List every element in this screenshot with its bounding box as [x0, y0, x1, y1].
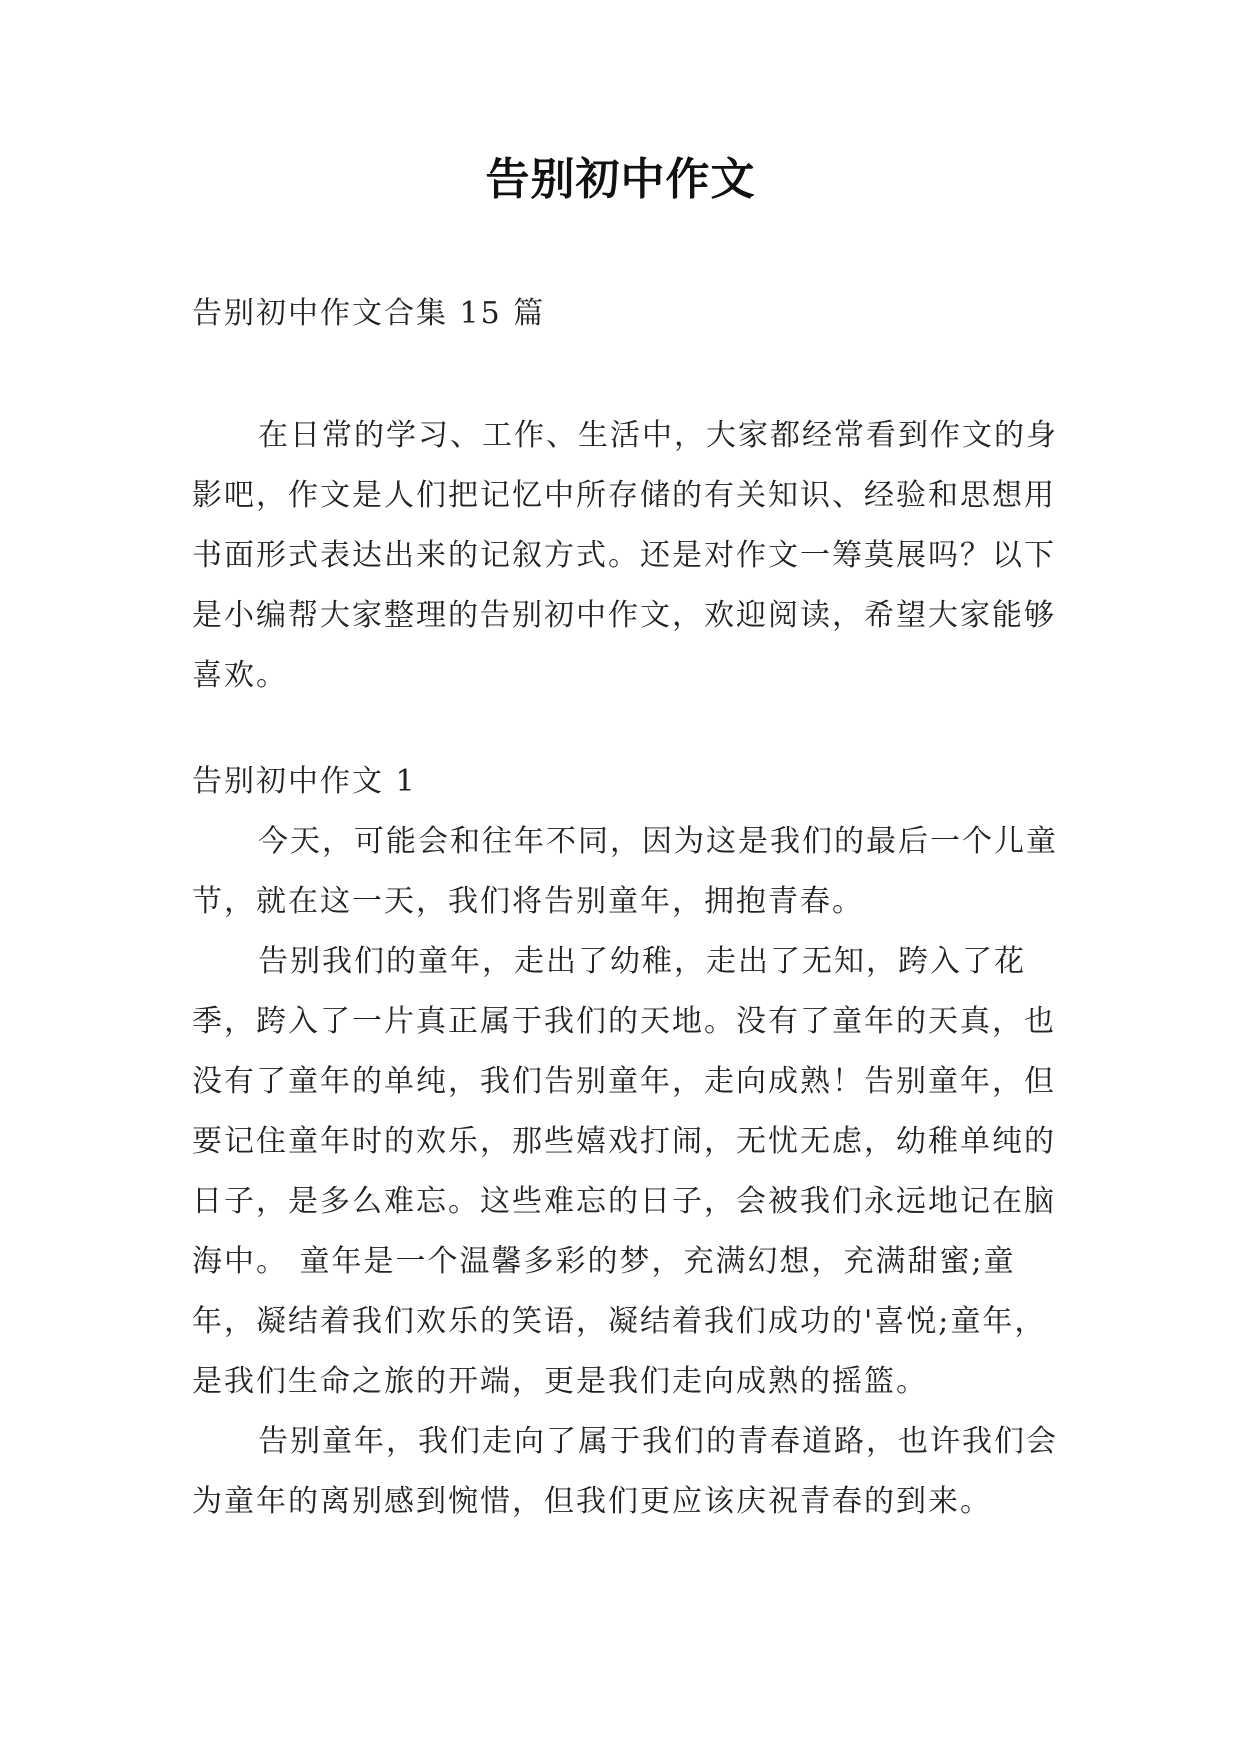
document-title: 告别初中作文 [485, 154, 756, 205]
essay-section-1 [192, 758, 1062, 1532]
intro-paragraph: 在日常的学习、工作、生活中，大家都经常看到作文的身影吧，作文是人们把记忆中所存储的有关知识、经验和思想用书面形式表达出来的记叙方式。还是对作文一筹莫展吗？以下是小编帮大家整理的告别初中作文，欢迎阅读，希望大家能够喜欢。 [192, 418, 1058, 693]
document-subtitle: 告别初中作文合集 15 篇 [192, 296, 546, 331]
essay-paragraph-3: 告别童年，我们走向了属于我们的青春道路，也许我们会为童年的离别感到惋惜，但我们更应该庆祝青春的到来。 [192, 1424, 1058, 1519]
essay-paragraph-1: 今天，可能会和往年不同，因为这是我们的最后一个儿童节，就在这一天，我们将告别童年，拥抱青春。 [192, 824, 1058, 919]
essay-paragraph-2: 告别我们的童年，走出了幼稚，走出了无知，跨入了花季，跨入了一片真正属于我们的天地。没有了童年的天真，也没有了童年的单纯，我们告别童年，走向成熟！告别童年，但要记住童年时的欢乐，那些嬉戏打闹，无忧无虑，幼稚单纯的日子，是多么难忘。这些难忘的日子，会被我们永远地记在脑海中。 童年是一个温馨多彩的梦，充满幻想，充满甜蜜;童年，凝结着我们欢乐的笑语，凝结着我们成功的'喜悦;童年，是我们生命之旅的开端，更是我们走向成熟的摇篮。 [192, 944, 1056, 1399]
section-heading: 告别初中作文 1 [192, 764, 417, 799]
